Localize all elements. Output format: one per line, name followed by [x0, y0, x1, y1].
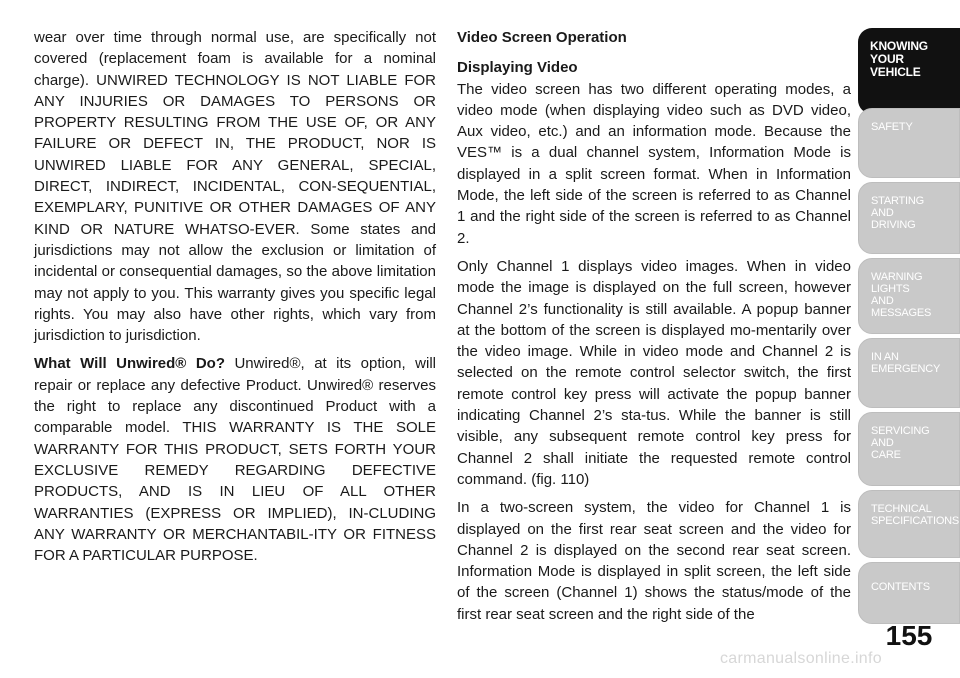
tab-label: CONTENTS: [871, 581, 930, 593]
watermark: carmanualsonline.info: [720, 650, 882, 667]
subsection-heading: Displaying Video: [457, 59, 578, 77]
section-heading: Video Screen Operation: [457, 29, 627, 46]
tab-label: WARNING LIGHTS AND MESSAGES: [871, 271, 932, 319]
operating-modes-paragraph: The video screen has two different operating modes, a video mode (when displaying video such as DVD video, Aux video, etc.) and an information mode. Because the VES™ is a dual channel system, Information Mode is displayed in a split screen format. When in Information Mode, the left side of the screen is referred to as Channel 1 and the right side of the screen is referred to as Channel 2.: [457, 80, 851, 247]
what-will-unwired-do-lead: What Will Unwired® Do?: [34, 355, 225, 373]
page-number: 155: [885, 620, 933, 651]
tab-knowing-your-vehicle[interactable]: [858, 28, 960, 114]
left-text-column: [34, 27, 436, 573]
tab-label: SERVICING AND CARE: [871, 425, 930, 461]
tab-label: SAFETY: [871, 121, 913, 133]
channel-video-paragraph: Only Channel 1 displays video images. When in video mode the image is displayed on the full screen, however Channel 2’s functionality is still available. A popup banner at the bottom of the screen is displayed mo-mentarily over the video image. While in video mode and Channel 2 is selected on the remote control selector switch, the first remote control key press will activate the popup banner indicating Channel 2’s sta-tus. While the banner is still visible, any subsequent remote control key press for Channel 2 shall initiate the requested remote control command. (fig. 110): [457, 257, 851, 488]
chapter-tabs: [858, 28, 960, 632]
right-text-column: [457, 27, 851, 632]
tab-contents[interactable]: [858, 562, 960, 624]
tab-label: IN AN EMERGENCY: [871, 351, 941, 375]
tab-warning-lights-and-messages[interactable]: [858, 258, 960, 334]
tab-in-an-emergency[interactable]: [858, 338, 960, 408]
tab-label: STARTING AND DRIVING: [871, 195, 924, 231]
tab-safety[interactable]: [858, 108, 960, 178]
tab-servicing-and-care[interactable]: [858, 412, 960, 486]
warranty-remedy-body: Unwired®, at its option, will repair or replace any defective Product. Unwired® reserves the right to replace any discontinued Product with a comparable model. THIS WARRANTY IS THE SOLE WARRANTY FOR THIS PRODUCT, SETS FORTH YOUR EXCLUSIVE REMEDY REGARDING DEFECTIVE PRODUCTS, AND IS IN LIEU OF ALL OTHER WARRANTIES (EXPRESS OR IMPLIED), IN-CLUDING ANY WARRANTY OR MERCHANTABIL-ITY OR FITNESS FOR A PARTICULAR PURPOSE.: [34, 355, 436, 565]
two-screen-paragraph: In a two-screen system, the video for Channel 1 is displayed on the first rear seat screen and the video for Channel 2 is displayed on the second rear seat screen. Information Mode is displayed in split screen, the left side of the screen (Channel 1) shows the status/mode of the first rear seat screen and the right side of the: [457, 499, 851, 623]
tab-technical-specifications[interactable]: [858, 490, 960, 558]
warranty-limitation-paragraph: wear over time through normal use, are specifically not covered (replacement foam is available for a nominal charge). UNWIRED TECHNOLOGY IS NOT LIABLE FOR ANY INJURIES OR DAMAGES TO PERSONS OR PROPERTY RESULTING FROM THE USE OF, OR ANY FAILURE OR DEFECT IN, THE PRODUCT, NOR IS UNWIRED LIABLE FOR ANY GENERAL, SPECIAL, DIRECT, INDIRECT, INCIDENTAL, CON-SEQUENTIAL, EXEMPLARY, PUNITIVE OR OTHER DAMAGES OF ANY KIND OR NATURE WHATSO-EVER. Some states and jurisdictions may not allow the exclusion or limitation of incidental or consequential damages, so the above limitation may not apply to you. This warranty gives you specific legal rights. You may also have other rights, which vary from jurisdiction to jurisdiction.: [34, 29, 436, 345]
tab-label: KNOWING YOUR VEHICLE: [870, 39, 928, 79]
tab-starting-and-driving[interactable]: [858, 182, 960, 254]
warranty-remedy-paragraph: [34, 353, 436, 566]
tab-label: TECHNICAL SPECIFICATIONS: [871, 503, 960, 527]
